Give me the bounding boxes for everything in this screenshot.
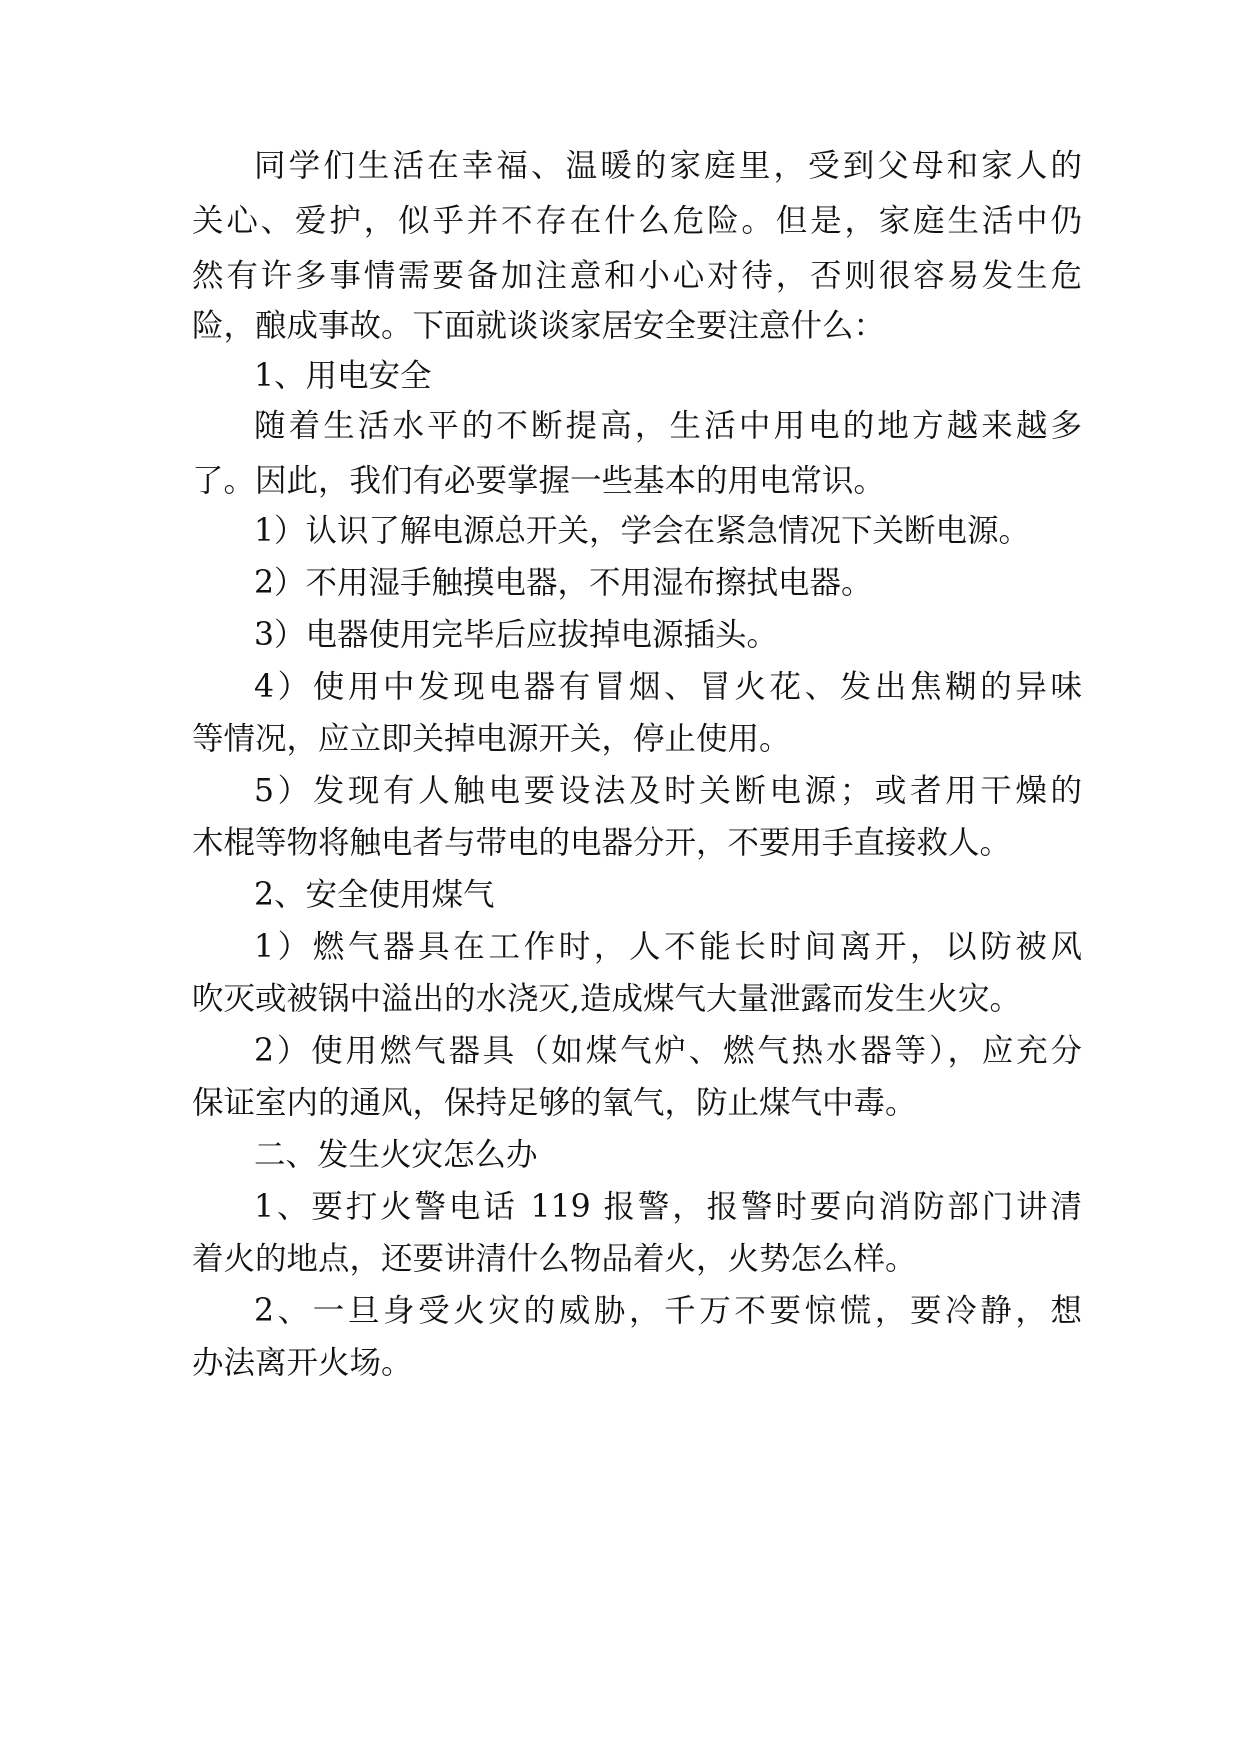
list-item-gas-2-line-1: 2）使用燃气器具（如煤气炉、燃气热水器等），应充分 <box>254 1033 1082 1069</box>
list-item-electricity-4-line-2: 等情况，应立即关掉电源开关，停止使用。 <box>192 721 791 757</box>
heading-gas-safety: 2、安全使用煤气 <box>254 877 495 913</box>
paragraph-intro-line-1: 同学们生活在幸福、温暖的家庭里，受到父母和家人的 <box>254 148 1082 184</box>
list-item-gas-1-line-2: 吹灭或被锅中溢出的水浇灭,造成煤气大量泄露而发生火灾。 <box>192 981 1022 1017</box>
list-item-electricity-5-line-2: 木棍等物将触电者与带电的电器分开，不要用手直接救人。 <box>192 825 1012 861</box>
list-item-electricity-4-line-1: 4）使用中发现电器有冒烟、冒火花、发出焦糊的异味 <box>254 669 1082 705</box>
paragraph-intro-line-2: 关心、爱护，似乎并不存在什么危险。但是，家庭生活中仍 <box>192 203 1082 239</box>
list-item-electricity-2: 2）不用湿手触摸电器，不用湿布擦拭电器。 <box>254 565 873 601</box>
list-item-electricity-1: 1）认识了解电源总开关，学会在紧急情况下关断电源。 <box>254 513 1031 549</box>
paragraph-intro-line-4: 险，酿成事故。下面就谈谈家居安全要注意什么： <box>192 308 886 344</box>
paragraph-electricity-line-2: 了。因此，我们有必要掌握一些基本的用电常识。 <box>192 463 886 499</box>
list-item-electricity-3: 3）电器使用完毕后应拔掉电源插头。 <box>254 617 779 653</box>
list-item-electricity-5-line-1: 5）发现有人触电要设法及时关断电源；或者用干燥的 <box>254 773 1082 809</box>
list-item-gas-1-line-1: 1）燃气器具在工作时，人不能长时间离开，以防被风 <box>254 929 1082 965</box>
list-item-fire-2-line-2: 办法离开火场。 <box>192 1345 413 1381</box>
list-item-gas-2-line-2: 保证室内的通风，保持足够的氧气，防止煤气中毒。 <box>192 1085 917 1121</box>
list-item-fire-1-line-1: 1、要打火警电话 119 报警，报警时要向消防部门讲清 <box>254 1189 1082 1225</box>
list-item-fire-2-line-1: 2、一旦身受火灾的威胁，千万不要惊慌，要冷静，想 <box>254 1293 1082 1329</box>
heading-fire-response: 二、发生火灾怎么办 <box>254 1137 538 1173</box>
paragraph-intro-line-3: 然有许多事情需要备加注意和小心对待，否则很容易发生危 <box>192 258 1082 294</box>
heading-electricity-safety: 1、用电安全 <box>254 358 432 394</box>
paragraph-electricity-line-1: 随着生活水平的不断提高，生活中用电的地方越来越多 <box>254 408 1082 444</box>
list-item-fire-1-line-2: 着火的地点，还要讲清什么物品着火，火势怎么样。 <box>192 1241 917 1277</box>
